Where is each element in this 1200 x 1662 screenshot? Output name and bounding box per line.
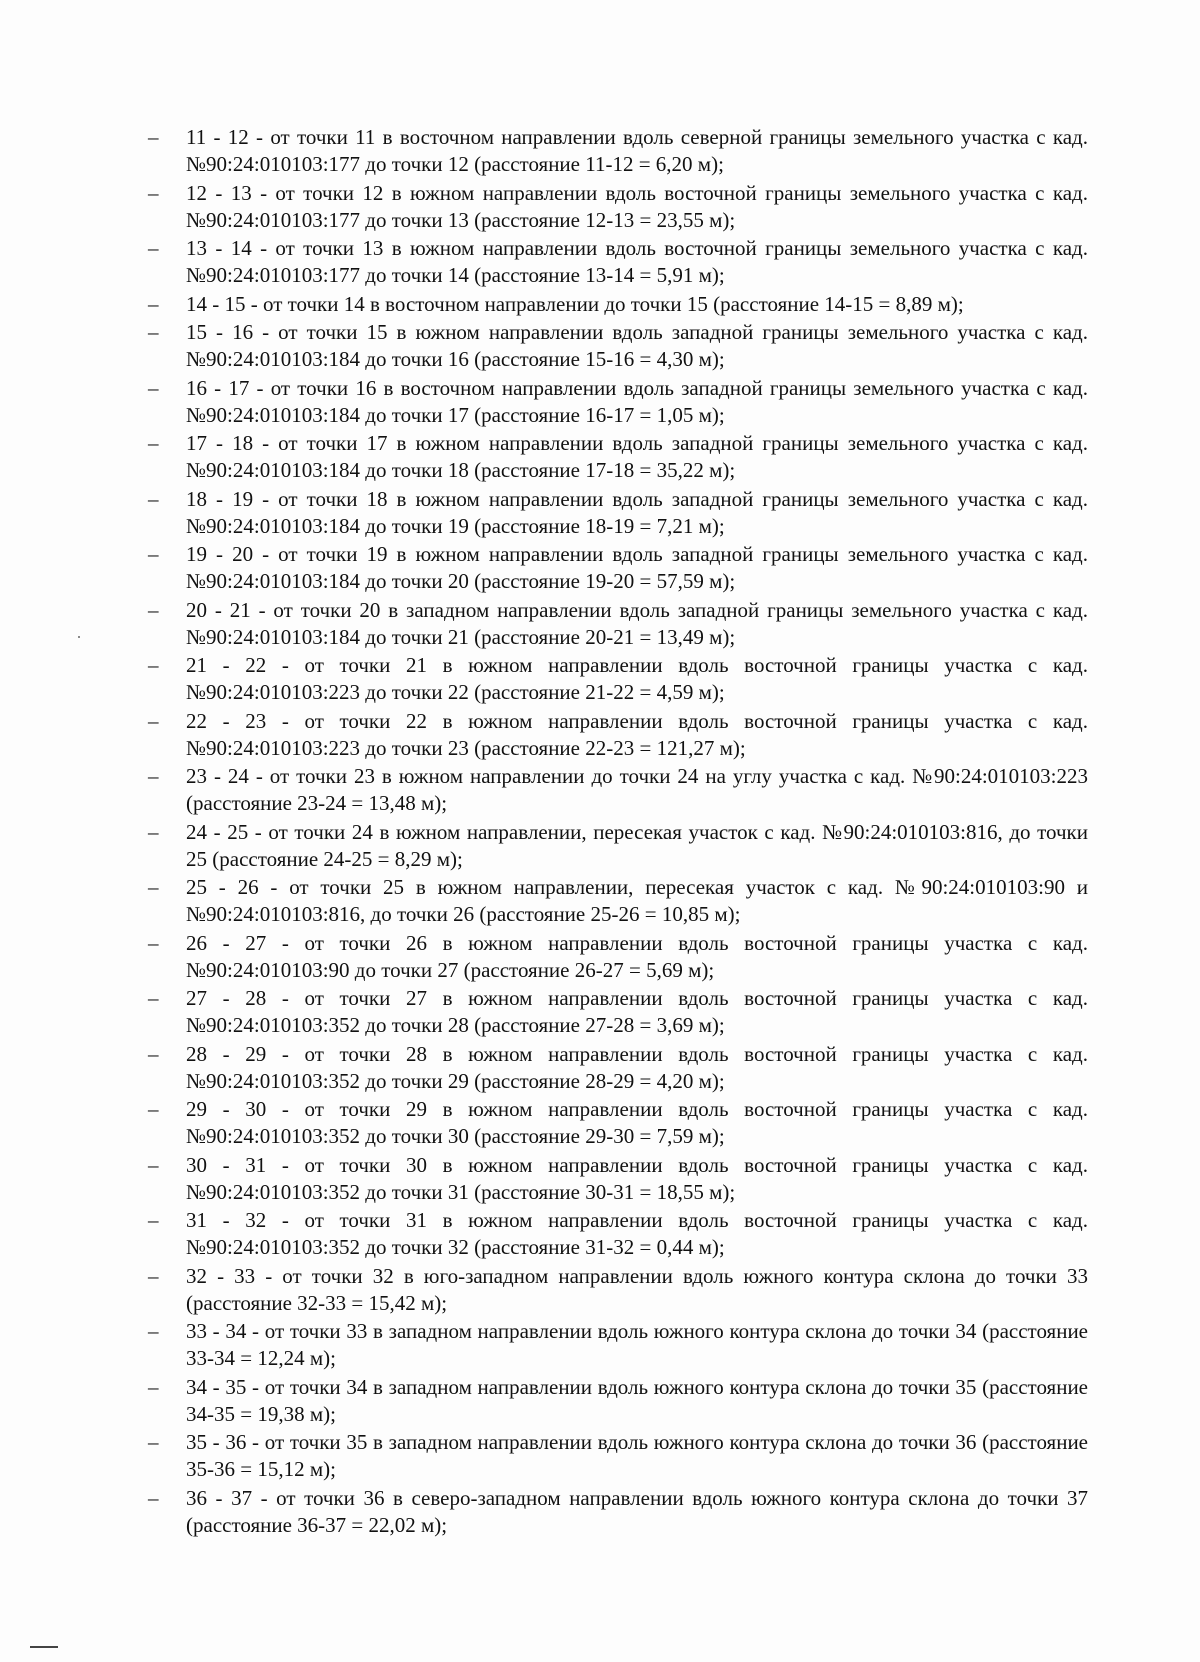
list-item (148, 291, 1088, 318)
list-item (148, 319, 1088, 373)
dash-bullet: – (148, 1152, 159, 1177)
boundary-segment-text: 26 - 27 - от точки 26 в южном направлении вдоль восточной границы участка с кад. №90:24:010103:90 до точки 27 (расстояние 26-27 = 5,69 м); (186, 930, 1088, 982)
boundary-segment-text: 14 - 15 - от точки 14 в восточном направлении до точки 15 (расстояние 14-15 = 8,89 м); (186, 291, 964, 316)
list-item (148, 985, 1088, 1039)
list-item (148, 1429, 1088, 1483)
boundary-segment-text: 15 - 16 - от точки 15 в южном направлении вдоль западной границы земельного участка с кад. №90:24:010103:184 до точки 16 (расстояние 15-16 = 4,30 м); (186, 320, 1088, 371)
list-item (148, 874, 1088, 928)
dash-bullet: – (148, 1319, 159, 1343)
boundary-segment-text: 34 - 35 - от точки 34 в западном направлении вдоль южного контура склона до точки 35 (расстояние 34-35 = 19,38 м); (186, 1374, 1088, 1426)
boundary-segment-text: 22 - 23 - от точки 22 в южном направлении вдоль восточной границы участка с кад. №90:24:010103:223 до точки 23 (расстояние 22-23 = 121,27 м); (186, 708, 1088, 760)
dash-bullet: – (148, 875, 159, 899)
list-item (148, 597, 1088, 651)
boundary-segment-text: 17 - 18 - от точки 17 в южном направлении вдоль западной границы земельного участка с кад. №90:24:010103:184 до точки 18 (расстояние 17-18 = 35,22 м); (186, 431, 1088, 482)
list-item (148, 1374, 1088, 1428)
dash-bullet: – (148, 819, 159, 844)
dash-bullet: – (148, 1263, 159, 1288)
boundary-segment-text: 21 - 22 - от точки 21 в южном направлении вдоль восточной границы участка с кад. №90:24:010103:223 до точки 22 (расстояние 21-22 = 4,59 м); (186, 653, 1088, 704)
list-item (148, 1485, 1088, 1539)
boundary-segment-text: 23 - 24 - от точки 23 в южном направлении до точки 24 на углу участка с кад. №90:24:010103:223 (расстояние 23-24 = 13,48 м); (186, 764, 1088, 815)
list-item (148, 1263, 1088, 1317)
boundary-segment-text: 24 - 25 - от точки 24 в южном направлении, пересекая участок с кад. №90:24:010103:816, до точки 25 (расстояние 24-25 = 8,29 м); (186, 819, 1088, 871)
boundary-segment-text: 25 - 26 - от точки 25 в южном направлении, пересекая участок с кад. №90:24:010103:90 и №90:24:010103:816, до точки 26 (расстояние 25-26 = 10,85 м); (186, 875, 1088, 926)
list-item (148, 763, 1088, 817)
dash-bullet: – (148, 542, 159, 566)
dash-bullet: – (148, 375, 159, 400)
dash-bullet: – (148, 930, 159, 955)
list-item (148, 486, 1088, 540)
list-item (148, 430, 1088, 484)
dash-bullet: – (148, 1208, 159, 1232)
dash-bullet: – (148, 1374, 159, 1399)
boundary-segment-text: 16 - 17 - от точки 16 в восточном направлении вдоль западной границы земельного участка с кад. №90:24:010103:184 до точки 17 (расстояние 16-17 = 1,05 м); (186, 375, 1088, 427)
boundary-segment-text: 29 - 30 - от точки 29 в южном направлении вдоль восточной границы участка с кад. №90:24:010103:352 до точки 30 (расстояние 29-30 = 7,59 м); (186, 1097, 1088, 1148)
boundary-segment-text: 35 - 36 - от точки 35 в западном направлении вдоль южного контура склона до точки 36 (расстояние 35-36 = 15,12 м); (186, 1430, 1088, 1481)
list-item (148, 1318, 1088, 1372)
dash-bullet: – (148, 708, 159, 733)
dash-bullet: – (148, 764, 159, 788)
dash-bullet: – (148, 1097, 159, 1121)
scan-mark (30, 1646, 58, 1648)
dash-bullet: – (148, 1430, 159, 1454)
list-item (148, 1041, 1088, 1095)
list-item (148, 819, 1088, 873)
dash-bullet: – (148, 597, 159, 622)
boundary-description-list (148, 124, 1088, 1540)
boundary-segment-text: 19 - 20 - от точки 19 в южном направлении вдоль западной границы земельного участка с кад. №90:24:010103:184 до точки 20 (расстояние 19-20 = 57,59 м); (186, 542, 1088, 593)
scan-speck (78, 636, 80, 638)
dash-bullet: – (148, 653, 159, 677)
list-item (148, 652, 1088, 706)
dash-bullet: – (148, 1041, 159, 1066)
dash-bullet: – (148, 431, 159, 455)
boundary-segment-text: 11 - 12 - от точки 11 в восточном направлении вдоль северной границы земельного участка с кад. №90:24:010103:177 до точки 12 (расстояние 11-12 = 6,20 м); (186, 125, 1088, 176)
boundary-segment-text: 33 - 34 - от точки 33 в западном направлении вдоль южного контура склона до точки 34 (расстояние 33-34 = 12,24 м); (186, 1319, 1088, 1370)
dash-bullet: – (148, 125, 159, 149)
list-item (148, 541, 1088, 595)
list-item (148, 375, 1088, 429)
list-item (148, 124, 1088, 178)
dash-bullet: – (148, 180, 159, 205)
list-item (148, 930, 1088, 984)
boundary-segment-text: 31 - 32 - от точки 31 в южном направлении вдоль восточной границы участка с кад. №90:24:010103:352 до точки 32 (расстояние 31-32 = 0,44 м); (186, 1208, 1088, 1259)
boundary-segment-text: 12 - 13 - от точки 12 в южном направлении вдоль восточной границы земельного участка с кад. №90:24:010103:177 до точки 13 (расстояние 12-13 = 23,55 м); (186, 180, 1088, 232)
boundary-segment-text: 13 - 14 - от точки 13 в южном направлении вдоль восточной границы земельного участка с кад. №90:24:010103:177 до точки 14 (расстояние 13-14 = 5,91 м); (186, 236, 1088, 287)
dash-bullet: – (148, 320, 159, 344)
boundary-segment-text: 32 - 33 - от точки 32 в юго-западном направлении вдоль южного контура склона до точки 33 (расстояние 32-33 = 15,42 м); (186, 1263, 1088, 1315)
list-item (148, 708, 1088, 762)
dash-bullet: – (148, 291, 159, 316)
list-item (148, 1152, 1088, 1206)
dash-bullet: – (148, 486, 159, 511)
boundary-segment-text: 27 - 28 - от точки 27 в южном направлении вдоль восточной границы участка с кад. №90:24:010103:352 до точки 28 (расстояние 27-28 = 3,69 м); (186, 986, 1088, 1037)
boundary-segment-text: 36 - 37 - от точки 36 в северо-западном направлении вдоль южного контура склона до точки 37 (расстояние 36-37 = 22,02 м); (186, 1485, 1088, 1537)
boundary-segment-text: 30 - 31 - от точки 30 в южном направлении вдоль восточной границы участка с кад. №90:24:010103:352 до точки 31 (расстояние 30-31 = 18,55 м); (186, 1152, 1088, 1204)
boundary-segment-text: 28 - 29 - от точки 28 в южном направлении вдоль восточной границы участка с кад. №90:24:010103:352 до точки 29 (расстояние 28-29 = 4,20 м); (186, 1041, 1088, 1093)
list-item (148, 1207, 1088, 1261)
dash-bullet: – (148, 236, 159, 260)
list-item (148, 235, 1088, 289)
boundary-segment-text: 20 - 21 - от точки 20 в западном направлении вдоль западной границы земельного участка с кад. №90:24:010103:184 до точки 21 (расстояние 20-21 = 13,49 м); (186, 597, 1088, 649)
list-item (148, 180, 1088, 234)
boundary-segment-text: 18 - 19 - от точки 18 в южном направлении вдоль западной границы земельного участка с кад. №90:24:010103:184 до точки 19 (расстояние 18-19 = 7,21 м); (186, 486, 1088, 538)
list-item (148, 1096, 1088, 1150)
dash-bullet: – (148, 986, 159, 1010)
dash-bullet: – (148, 1485, 159, 1510)
